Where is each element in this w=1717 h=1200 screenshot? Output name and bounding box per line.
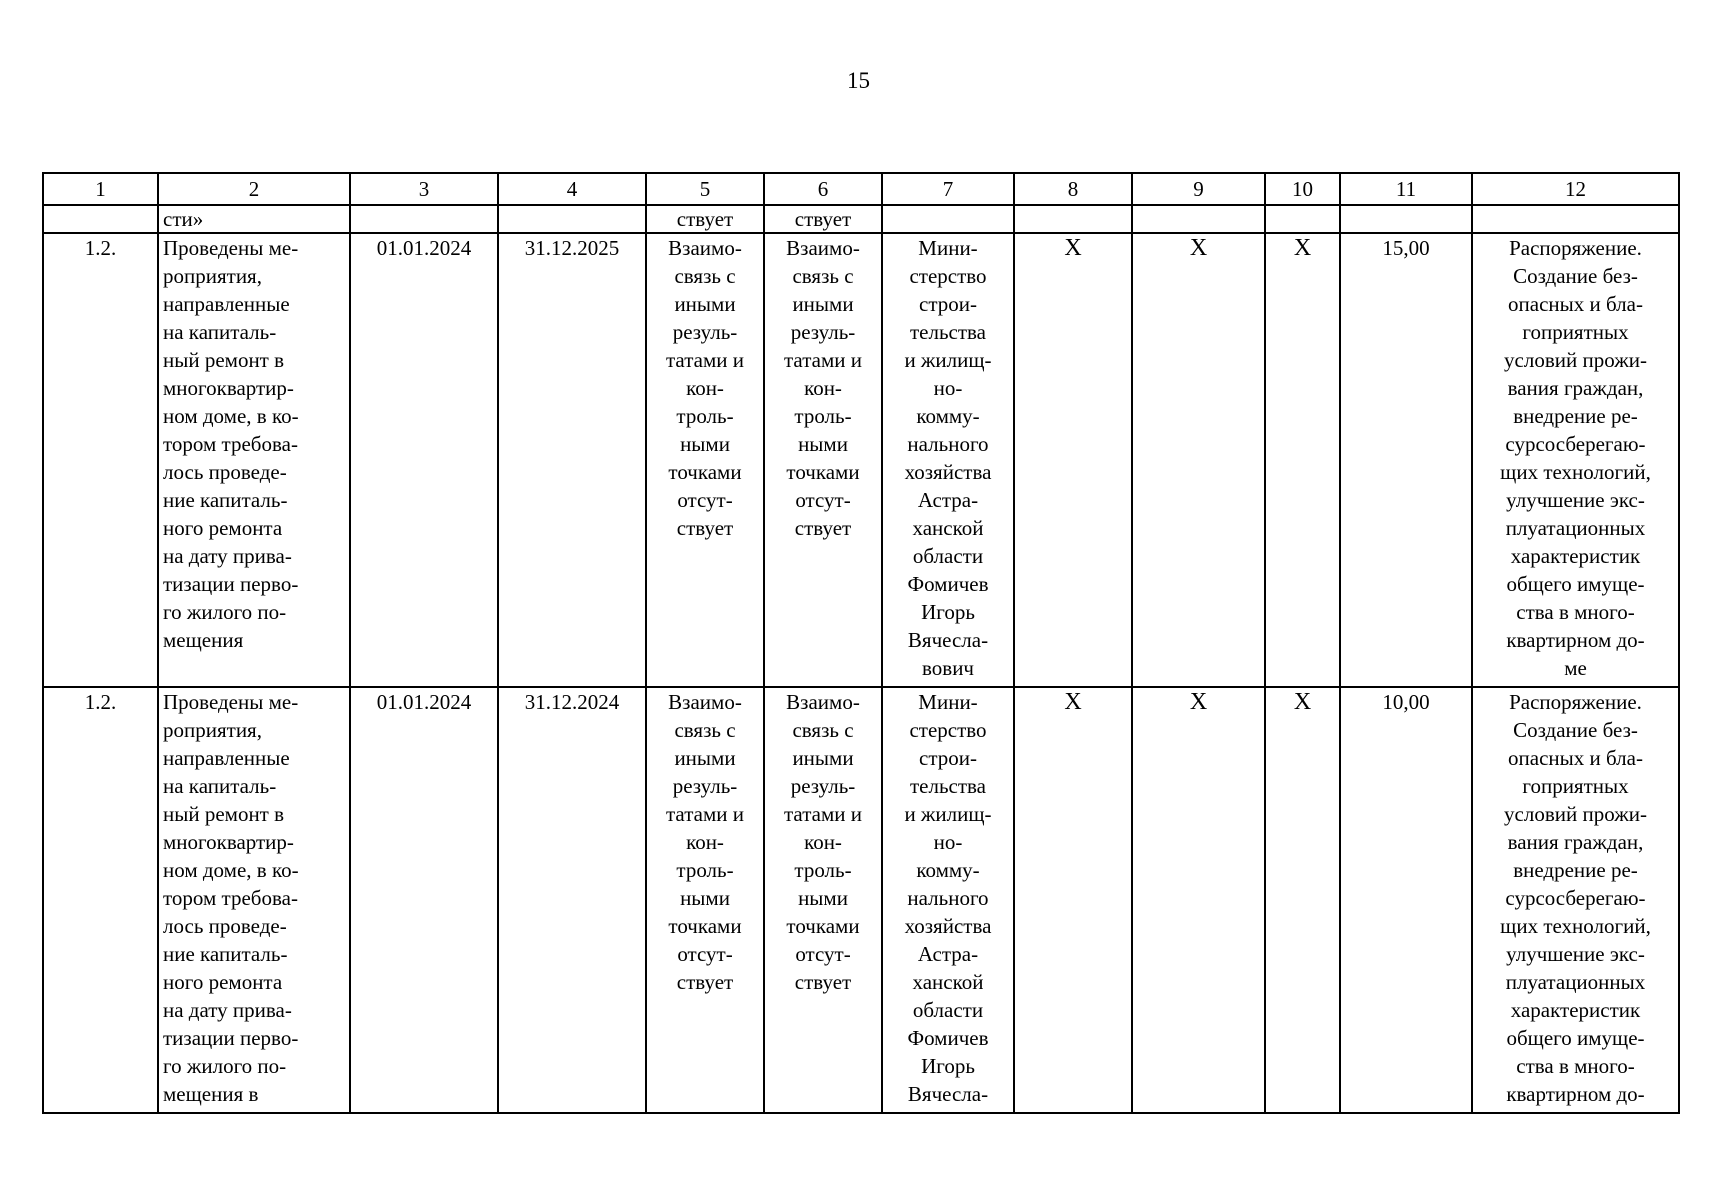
mark-cell: X (1014, 687, 1132, 1113)
responsible-cell: Мини- стерство строи- тельства и жилищ- но- комму- нального хозяйства Астра- ханской области Фомичев Игорь Вячесла- (882, 687, 1014, 1113)
column-header: 12 (1472, 173, 1679, 205)
responsible-cell: Мини- стерство строи- тельства и жилищ- но- комму- нального хозяйства Астра- ханской области Фомичев Игорь Вячесла- вович (882, 233, 1014, 687)
table-cell (1340, 205, 1472, 233)
continuation-row (43, 205, 1679, 233)
end-date-cell: 31.12.2025 (498, 233, 646, 687)
amount-cell: 15,00 (1340, 233, 1472, 687)
result-cell: Проведены ме- роприятия, направленные на капиталь- ный ремонт в многоквартир- ном доме, в ко- тором требова- лось проведе- ние капиталь- ного ремонта на дату прива- тизации перво- го жилого по- мещения (158, 233, 350, 687)
column-header: 5 (646, 173, 764, 205)
column-header: 2 (158, 173, 350, 205)
table-cell (498, 205, 646, 233)
link-cell: Взаимо- связь с иными резуль- татами и кон- троль- ными точками отсут- ствует (646, 233, 764, 687)
column-header: 6 (764, 173, 882, 205)
page-number: 15 (847, 68, 870, 93)
end-date-cell: 31.12.2024 (498, 687, 646, 1113)
mark-cell: X (1265, 687, 1340, 1113)
table-cell (1014, 205, 1132, 233)
column-header: 1 (43, 173, 158, 205)
row-number: 1.2. (43, 233, 158, 687)
plan-table (42, 172, 1680, 1114)
table-cell (350, 205, 498, 233)
column-header: 3 (350, 173, 498, 205)
link-cell: Взаимо- связь с иными резуль- татами и кон- троль- ными точками отсут- ствует (764, 687, 882, 1113)
mark-cell: X (1132, 233, 1265, 687)
column-header: 9 (1132, 173, 1265, 205)
table-row (43, 687, 1679, 1113)
table-cell (43, 205, 158, 233)
start-date-cell: 01.01.2024 (350, 687, 498, 1113)
table-row (43, 233, 1679, 687)
column-header: 10 (1265, 173, 1340, 205)
amount-cell: 10,00 (1340, 687, 1472, 1113)
document-cell: Распоряжение. Создание без- опасных и бла- гоприятных условий прожи- вания граждан, внедрение ре- сурсосберегаю- щих технологий, улучшение экс- плуатационных характеристик общего имуще- ства в много- квартирном до- ме (1472, 233, 1679, 687)
column-header: 4 (498, 173, 646, 205)
mark-cell: X (1014, 233, 1132, 687)
table-cell (1265, 205, 1340, 233)
column-header: 7 (882, 173, 1014, 205)
table-cell: сти» (158, 205, 350, 233)
column-number-row (43, 173, 1679, 205)
start-date-cell: 01.01.2024 (350, 233, 498, 687)
link-cell: Взаимо- связь с иными резуль- татами и кон- троль- ными точками отсут- ствует (646, 687, 764, 1113)
column-header: 11 (1340, 173, 1472, 205)
table-cell: ствует (646, 205, 764, 233)
table-cell (1132, 205, 1265, 233)
table-cell: ствует (764, 205, 882, 233)
mark-cell: X (1132, 687, 1265, 1113)
row-number: 1.2. (43, 687, 158, 1113)
table-cell (882, 205, 1014, 233)
column-header: 8 (1014, 173, 1132, 205)
mark-cell: X (1265, 233, 1340, 687)
table-cell (1472, 205, 1679, 233)
document-cell: Распоряжение. Создание без- опасных и бла- гоприятных условий прожи- вания граждан, внедрение ре- сурсосберегаю- щих технологий, улучшение экс- плуатационных характеристик общего имуще- ства в много- квартирном до- (1472, 687, 1679, 1113)
link-cell: Взаимо- связь с иными резуль- татами и кон- троль- ными точками отсут- ствует (764, 233, 882, 687)
result-cell: Проведены ме- роприятия, направленные на капиталь- ный ремонт в многоквартир- ном доме, в ко- тором требова- лось проведе- ние капиталь- ного ремонта на дату прива- тизации перво- го жилого по- мещения в (158, 687, 350, 1113)
